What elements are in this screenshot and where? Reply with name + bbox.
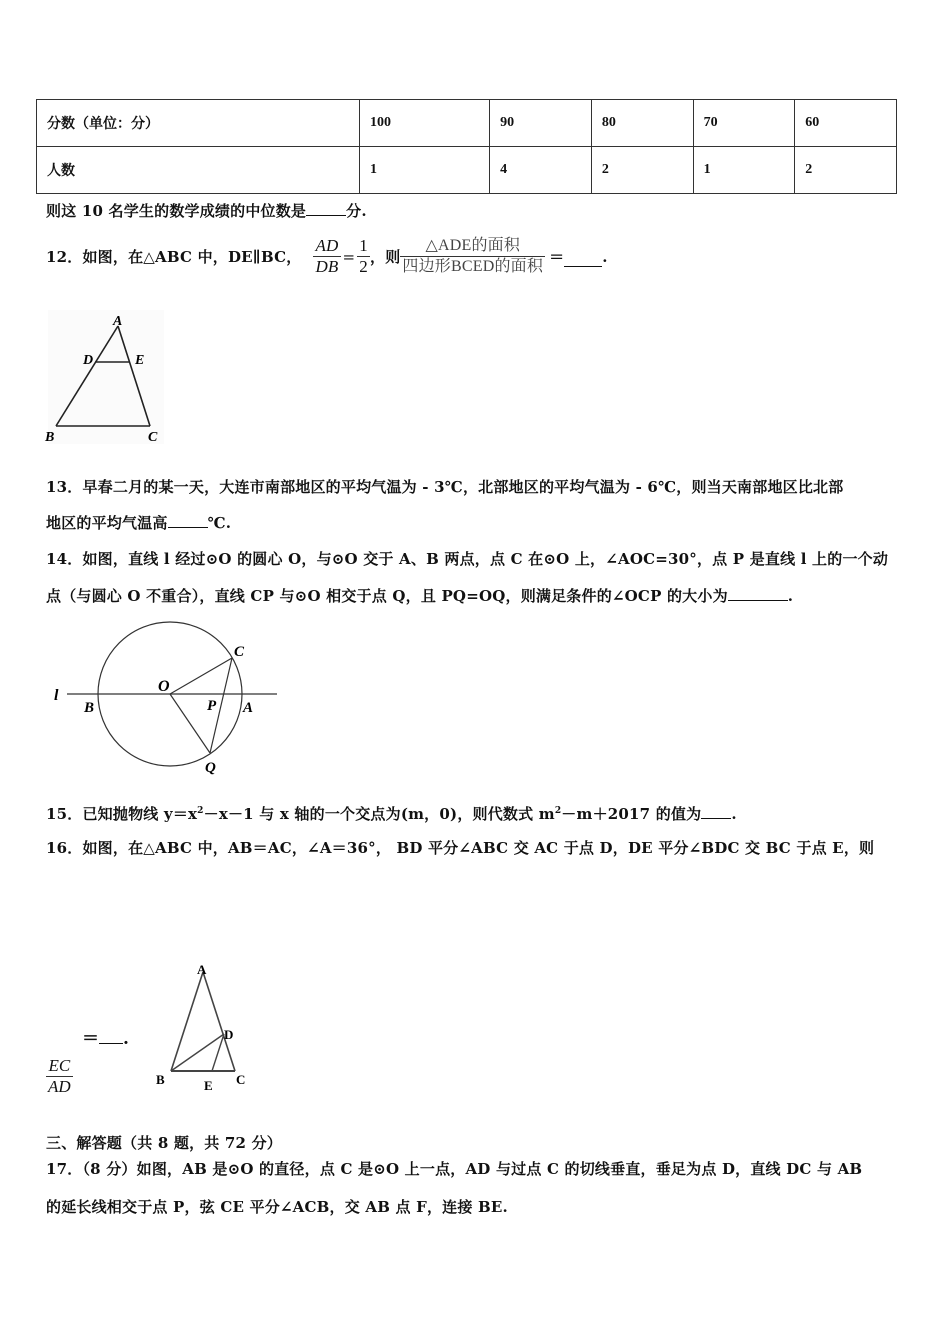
q12-equals: ＝ bbox=[549, 248, 565, 266]
q15-question-text bbox=[46, 803, 737, 824]
q16-line1: 16．如图，在△ABC 中，AB＝AC，∠A＝36°， BD 平分∠ABC 交 AC 于点 D，DE 平分∠BDC 交 BC 于点 E，则 bbox=[46, 839, 875, 857]
q15-text: 15．已知抛物线 y＝x bbox=[46, 805, 198, 823]
answer-blank bbox=[168, 513, 208, 528]
q13-text-end: ℃. bbox=[207, 514, 232, 532]
label-e: E bbox=[135, 353, 145, 368]
fraction-numerator: △ADE的面积 bbox=[425, 237, 521, 254]
label-b: B bbox=[156, 1072, 165, 1087]
label-a: A bbox=[197, 962, 207, 977]
q14-line2 bbox=[46, 585, 793, 606]
label-b: B bbox=[45, 430, 55, 445]
label-c: C bbox=[234, 644, 245, 660]
label-b: B bbox=[84, 700, 95, 716]
fraction-denominator: DB bbox=[315, 257, 339, 276]
circle-o-figure bbox=[40, 620, 300, 780]
q12-question-text bbox=[46, 236, 608, 277]
q12-end: . bbox=[602, 247, 608, 266]
table-cell: 4 bbox=[490, 147, 592, 194]
label-e: E bbox=[204, 1078, 213, 1093]
score-table bbox=[36, 99, 897, 194]
label-p: P bbox=[207, 698, 217, 714]
label-q: Q bbox=[205, 760, 216, 776]
equals-sign: ＝ bbox=[82, 1029, 99, 1049]
q14-text: 点（与圆心 O 不重合），直线 CP 与⊙O 相交于点 Q，且 PQ=OQ，则满足条件的∠OCP 的大小为 bbox=[46, 587, 728, 605]
answer-blank bbox=[99, 1029, 123, 1044]
q17-line1: 17．（8 分）如图，AB 是⊙O 的直径，点 C 是⊙O 上一点，AD 与过点 C 的切线垂直，垂足为点 D，直线 DC 与 AB bbox=[46, 1160, 863, 1178]
label-o: O bbox=[158, 678, 170, 695]
table-cell: 70 bbox=[693, 100, 795, 147]
table-cell: 1 bbox=[360, 147, 490, 194]
answer-blank bbox=[701, 804, 731, 819]
table-cell: 2 bbox=[591, 147, 693, 194]
label-c: C bbox=[148, 430, 158, 445]
fraction-denominator: AD bbox=[48, 1077, 71, 1096]
q16-answer bbox=[82, 1024, 129, 1049]
fraction-one-half bbox=[357, 236, 370, 277]
q15-text-mid: －x－1 与 x 轴的一个交点为(m，0)，则代数式 m bbox=[203, 805, 555, 823]
answer-blank bbox=[306, 201, 346, 216]
q13-line1: 13．早春二月的某一天，大连市南部地区的平均气温为 - 3℃，北部地区的平均气温为 - 6℃，则当天南部地区比北部 bbox=[46, 478, 844, 496]
fraction-area-ratio bbox=[400, 236, 545, 277]
label-a: A bbox=[113, 314, 123, 329]
fraction-numerator: EC bbox=[48, 1056, 71, 1075]
q15-text-end: . bbox=[731, 805, 737, 823]
table-cell: 1 bbox=[693, 147, 795, 194]
table-row-scores bbox=[37, 100, 897, 147]
table-header-counts: 人数 bbox=[37, 147, 360, 194]
label-d: D bbox=[83, 353, 94, 368]
superscript: 2 bbox=[554, 806, 562, 816]
q12-text: 12．如图，在△ABC 中，DE∥BC， bbox=[46, 248, 302, 266]
table-cell: 100 bbox=[360, 100, 490, 147]
table-cell: 2 bbox=[795, 147, 897, 194]
q16-end: . bbox=[123, 1029, 129, 1049]
q11-text-end: 分. bbox=[346, 202, 367, 220]
q13-text: 地区的平均气温高 bbox=[46, 514, 168, 532]
triangle-ade-figure bbox=[40, 308, 170, 448]
label-d: D bbox=[224, 1027, 234, 1042]
fraction-numerator: AD bbox=[315, 236, 339, 255]
fraction-ec-ad bbox=[46, 1056, 73, 1097]
label-c: C bbox=[236, 1072, 246, 1087]
section-title: 三、解答题（共 8 题，共 72 分） bbox=[46, 1134, 283, 1152]
q12-text-mid: ，则 bbox=[370, 248, 401, 266]
q17-line2: 的延长线相交于点 P，弦 CE 平分∠ACB，交 AB 点 F，连接 BE. bbox=[46, 1198, 508, 1216]
q13-line2 bbox=[46, 512, 231, 533]
label-a: A bbox=[243, 700, 254, 716]
isosceles-triangle-figure bbox=[150, 958, 260, 1098]
q14-text-end: . bbox=[787, 587, 794, 605]
table-cell: 80 bbox=[591, 100, 693, 147]
table-header-scores: 分数（单位：分） bbox=[37, 100, 360, 147]
table-row-counts bbox=[37, 147, 897, 194]
table-cell: 90 bbox=[490, 100, 592, 147]
q14-line1: 14．如图，直线 l 经过⊙O 的圆心 O，与⊙O 交于 A、B 两点，点 C 在⊙O 上，∠AOC=30°，点 P 是直线 l 上的一个动 bbox=[46, 550, 889, 568]
fraction-numerator: 1 bbox=[359, 236, 368, 255]
q11-question-text bbox=[46, 200, 367, 221]
answer-blank bbox=[728, 586, 788, 601]
table-cell: 60 bbox=[795, 100, 897, 147]
q11-text: 则这 10 名学生的数学成绩的中位数是 bbox=[46, 202, 307, 220]
fraction-denominator: 四边形BCED的面积 bbox=[402, 258, 544, 275]
answer-blank bbox=[564, 252, 602, 267]
label-l: l bbox=[54, 687, 59, 704]
fraction-ad-db bbox=[313, 236, 340, 277]
q15-text-mid2: －m＋2017 的值为 bbox=[561, 805, 702, 823]
equals-sign: = bbox=[342, 247, 356, 266]
superscript: 2 bbox=[197, 806, 204, 816]
fraction-denominator: 2 bbox=[359, 257, 368, 276]
